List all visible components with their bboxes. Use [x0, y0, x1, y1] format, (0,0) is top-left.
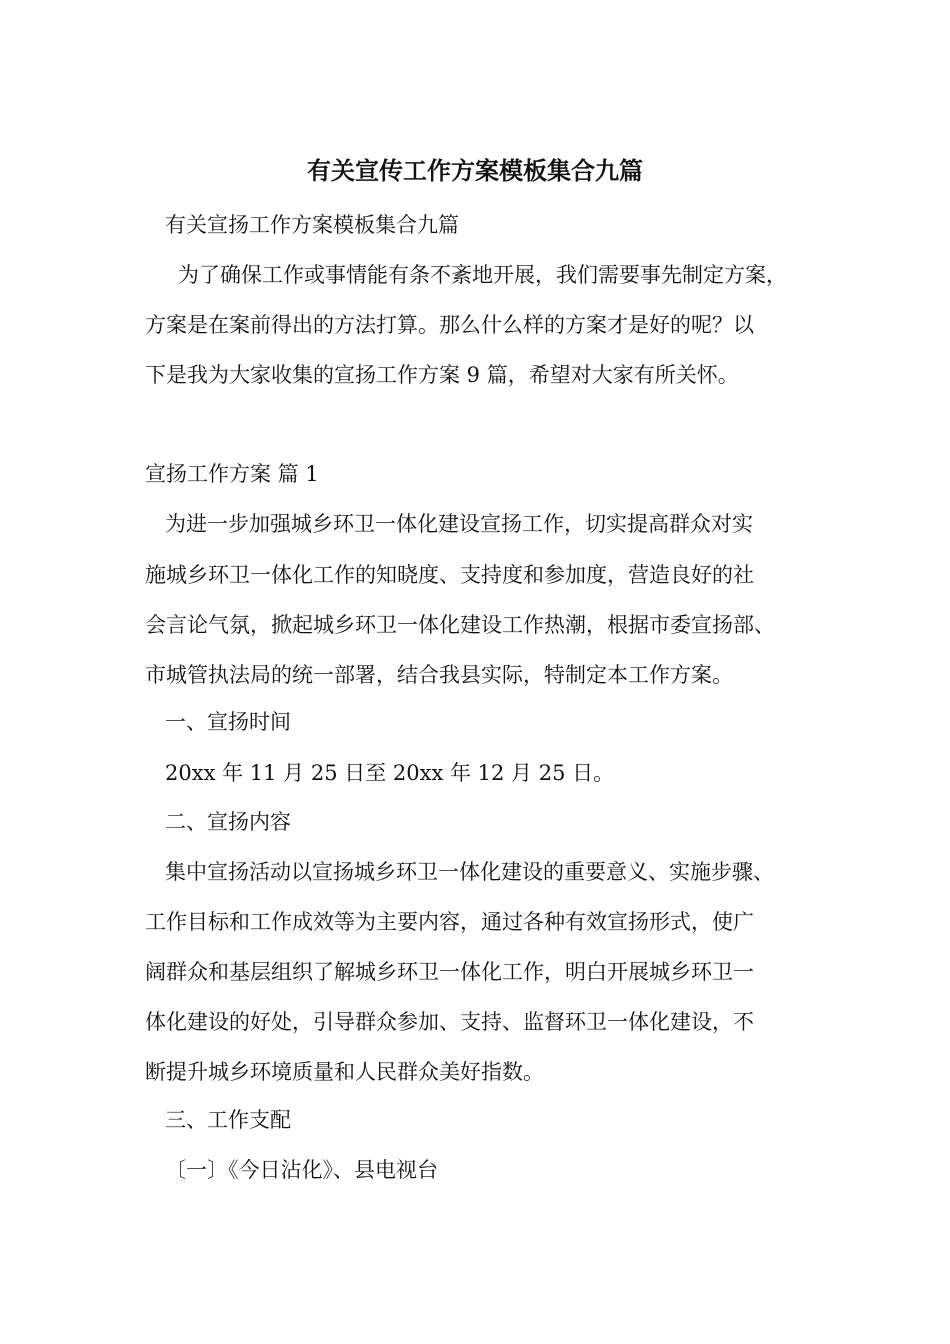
subsection-heading: 三、工作支配 — [165, 1108, 291, 1132]
document-title: 有关宣传工作方案模板集合九篇 — [307, 157, 643, 185]
body-paragraph-line: 阔群众和基层组织了解城乡环卫一体化工作，明白开展城乡环卫一 — [145, 960, 754, 984]
body-paragraph-line: 断提升城乡环境质量和人民群众美好指数。 — [145, 1060, 544, 1084]
subsection-heading: 一、宣扬时间 — [165, 710, 291, 734]
body-paragraph-line: 市城管执法局的统一部署，结合我县实际，特制定本工作方案。 — [145, 663, 733, 687]
intro-paragraph-line: 方案是在案前得出的方法打算。那么什么样的方案才是好的呢？以 — [145, 313, 754, 337]
list-item-heading: 〔一〕《今日沾化》、县电视台 — [165, 1158, 438, 1182]
body-paragraph-line: 体化建设的好处，引导群众参加、支持、监督环卫一体化建设，不 — [145, 1010, 754, 1034]
body-paragraph-line: 工作目标和工作成效等为主要内容，通过各种有效宣扬形式，使广 — [145, 910, 754, 934]
intro-paragraph-line: 下是我为大家收集的宣扬工作方案 9 篇，希望对大家有所关怀。 — [145, 363, 739, 387]
body-paragraph-line: 为进一步加强城乡环卫一体化建设宣扬工作，切实提高群众对实 — [165, 512, 753, 536]
intro-paragraph-line: 为了确保工作或事情能有条不紊地开展，我们需要事先制定方案， — [178, 263, 787, 287]
body-paragraph-line: 20xx 年 11 月 25 日至 20xx 年 12 月 25 日。 — [165, 761, 615, 785]
subsection-heading: 二、宣扬内容 — [165, 810, 291, 834]
body-paragraph-line: 施城乡环卫一体化工作的知晓度、支持度和参加度，营造良好的社 — [145, 563, 754, 587]
subtitle-line: 有关宣扬工作方案模板集合九篇 — [165, 213, 459, 237]
section-heading: 宣扬工作方案 篇 1 — [145, 462, 319, 486]
body-paragraph-line: 会言论气氛，掀起城乡环卫一体化建设工作热潮，根据市委宣扬部、 — [145, 613, 775, 637]
body-paragraph-line: 集中宣扬活动以宣扬城乡环卫一体化建设的重要意义、实施步骤、 — [165, 860, 774, 884]
